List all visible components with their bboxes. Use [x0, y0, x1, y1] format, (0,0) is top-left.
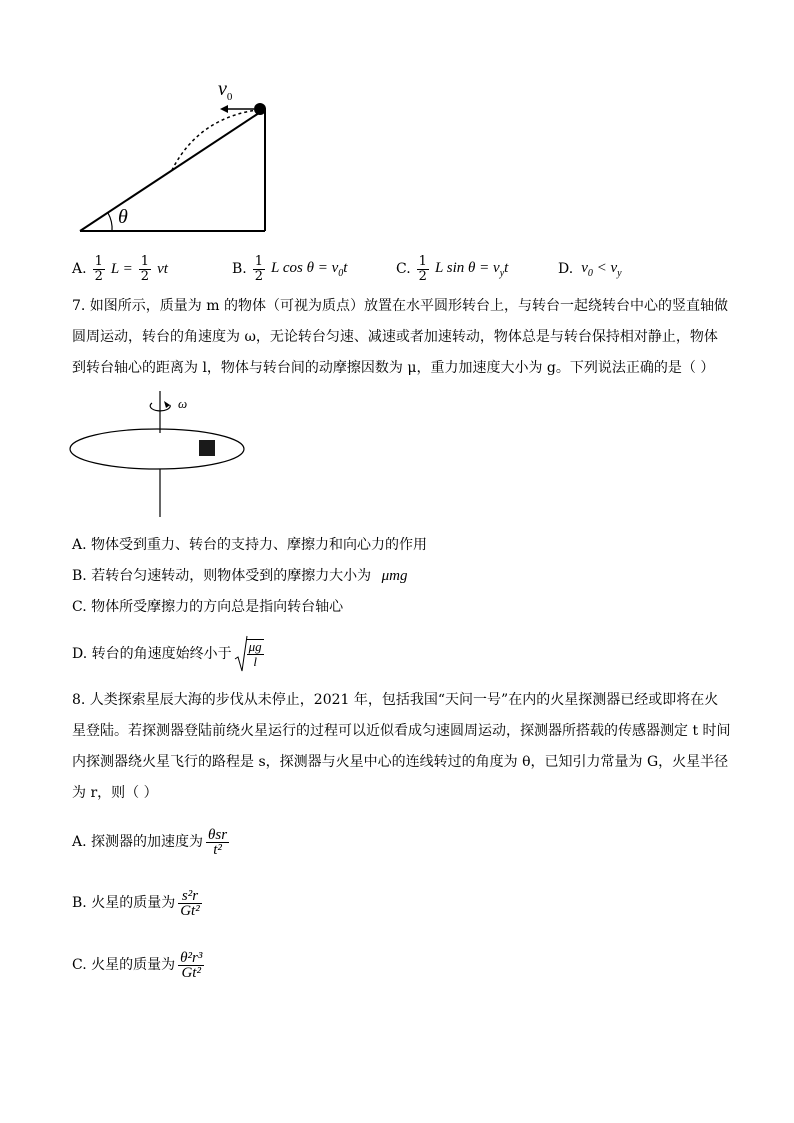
omega-label: ω	[178, 396, 188, 411]
sqrt-expression: $\frac{\mu g}{l}$	[234, 635, 264, 673]
block-object	[199, 440, 215, 456]
q8-option-a[interactable]: A. 探测器的加速度为 $\frac{\text{θsr}}{\text{t²}}$	[72, 826, 228, 858]
option-letter: C.	[396, 261, 411, 277]
ball	[254, 103, 266, 115]
velocity-arrowhead	[220, 105, 228, 113]
q7-stem-line-1: 7. 如图所示，质量为 m 的物体（可视为质点）放置在水平圆形转台上，与转台一起绕转台中心的竖直轴做	[72, 298, 728, 314]
rotation-arrowhead	[164, 401, 170, 408]
sqrt-icon	[234, 635, 248, 673]
q7-option-c[interactable]: C. 物体所受摩擦力的方向总是指向转台轴心	[72, 599, 344, 615]
q6-option-a[interactable]: A. $\frac{1}{2}$ L = $\frac{1}{2}$ vt	[72, 253, 168, 284]
q6-option-d[interactable]: D. $v_0 < v_y$	[558, 259, 622, 279]
option-letter: B.	[232, 261, 247, 277]
q7-option-d[interactable]: D. 转台的角速度始终小于 $\frac{\mu g}{l}$	[72, 634, 264, 674]
q7-option-b[interactable]: B. 若转台匀速转动，则物体受到的摩擦力大小为 μmg	[72, 568, 408, 584]
v0-label: $v_0$	[218, 78, 233, 103]
incline-figure	[70, 75, 280, 240]
q7-stem-line-3: 到转台轴心的距离为 l，物体与转台间的动摩擦因数为 μ，重力加速度大小为 g。下列说法正确的是（ ）	[72, 360, 715, 376]
angle-arc	[108, 213, 112, 231]
q8-stem-line-1: 8. 人类探索星辰大海的步伐从未停止，2021 年，包括我国“天问一号”在内的火星探测器已经或即将在火	[72, 692, 719, 708]
q8-option-b[interactable]: B. 火星的质量为 $\frac{\text{s²r}}{\text{Gt²}}$	[72, 887, 200, 919]
q8-stem-line-4: 为 r，则（ ）	[72, 785, 158, 801]
theta-label: θ	[118, 206, 128, 228]
option-letter: D.	[558, 261, 574, 277]
q6-option-c[interactable]: C. $\frac{1}{2}$ L $\sin \theta = v_yt$	[396, 253, 509, 284]
turntable-figure	[60, 385, 260, 525]
q7-option-a[interactable]: A. 物体受到重力、转台的支持力、摩擦力和向心力的作用	[72, 537, 428, 553]
q6-option-b[interactable]: B. $\frac{1}{2}$ L $\cos \theta = v_0t$	[232, 253, 348, 284]
q8-stem-line-2: 星登陆。若探测器登陆前绕火星运行的过程可以近似看成匀速圆周运动，探测器所搭载的传感器测定 t 时间	[72, 723, 731, 739]
turntable-disk	[70, 429, 244, 469]
q7-stem-line-2: 圆周运动，转台的角速度为 ω，无论转台匀速、减速或者加速转动，物体总是与转台保持相对静止，物体	[72, 329, 718, 345]
q8-option-c[interactable]: C. 火星的质量为 $\frac{\text{θ²r³}}{\text{Gt²}}$	[72, 949, 203, 981]
option-letter: A.	[72, 261, 87, 277]
q8-stem-line-3: 内探测器绕火星飞行的路程是 s，探测器与火星中心的连线转过的角度为 θ，已知引力常量为 G，火星半径	[72, 754, 729, 770]
